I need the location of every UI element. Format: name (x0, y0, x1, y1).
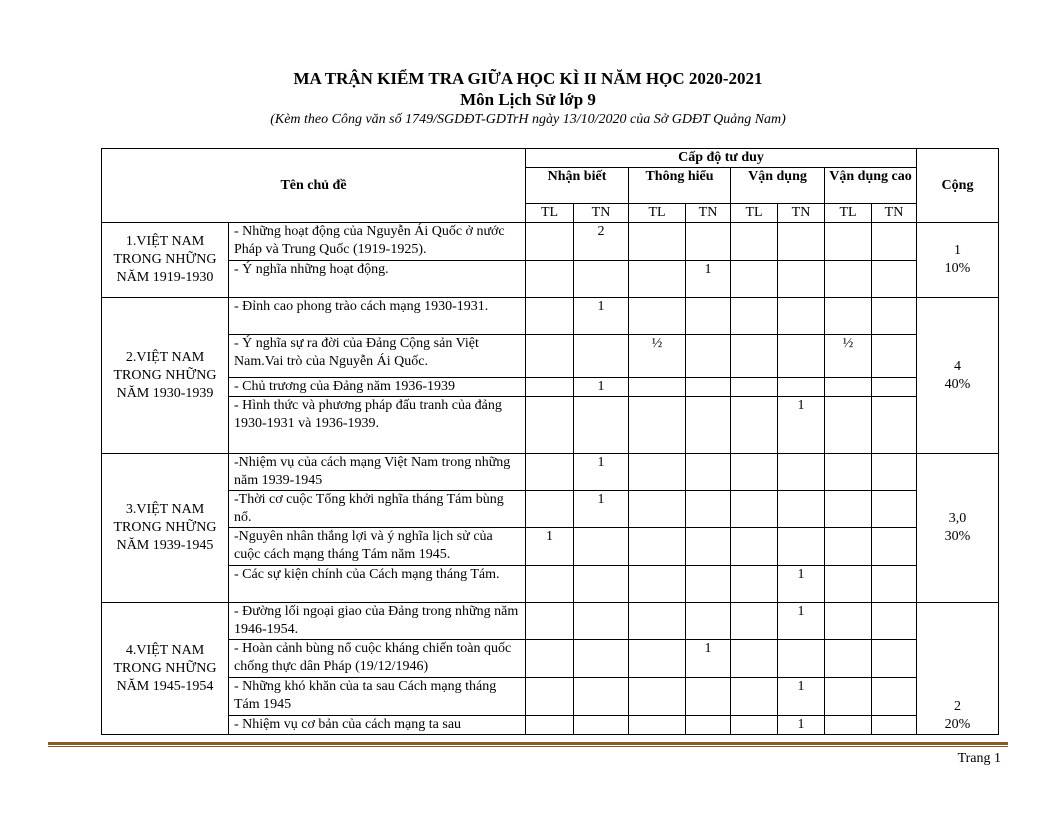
sub-header-tl: TL (526, 204, 574, 223)
table-row (102, 640, 999, 678)
value-cell (778, 528, 825, 566)
value-cell (825, 603, 872, 640)
value-cell: 1 (574, 491, 629, 528)
value-cell (686, 528, 731, 566)
level-understanding: Thông hiểu (629, 168, 731, 204)
content-cell: - Nhiệm vụ cơ bản của cách mạng ta sau (229, 716, 526, 735)
value-cell (731, 378, 778, 397)
value-cell (825, 397, 872, 454)
topic-cell: 3.VIỆT NAM TRONG NHỮNG NĂM 1939-1945 (102, 454, 229, 603)
table-row (102, 335, 999, 378)
value-cell (686, 603, 731, 640)
content-cell: -Thời cơ cuộc Tổng khởi nghĩa tháng Tám bùng nổ. (229, 491, 526, 528)
table-row (102, 491, 999, 528)
value-cell (629, 491, 686, 528)
value-cell (686, 223, 731, 261)
value-cell (574, 603, 629, 640)
total-count: 1 (954, 243, 961, 258)
value-cell (778, 223, 825, 261)
level-recognition: Nhận biết (526, 168, 629, 204)
value-cell (731, 640, 778, 678)
total-header: Cộng (917, 149, 999, 223)
table-row (102, 716, 999, 735)
value-cell (778, 335, 825, 378)
value-cell (778, 454, 825, 491)
official-note: (Kèm theo Công văn số 1749/SGDĐT-GDTrH ngày 13/10/2020 của Sở GDĐT Quảng Nam) (270, 112, 786, 127)
value-cell: 1 (778, 397, 825, 454)
value-cell (825, 491, 872, 528)
value-cell (629, 566, 686, 603)
value-cell (825, 716, 872, 735)
content-cell: - Những khó khăn của ta sau Cách mạng tháng Tám 1945 (229, 678, 526, 716)
value-cell: 1 (574, 298, 629, 335)
table-row (102, 298, 999, 335)
value-cell (872, 261, 917, 298)
value-cell (629, 378, 686, 397)
value-cell (731, 491, 778, 528)
table-row (102, 378, 999, 397)
total-count: 2 (954, 699, 961, 714)
total-percent: 40% (944, 376, 971, 392)
value-cell (731, 603, 778, 640)
value-cell (526, 716, 574, 735)
value-cell: 1 (778, 716, 825, 735)
value-cell (731, 528, 778, 566)
value-cell (629, 454, 686, 491)
value-cell (686, 378, 731, 397)
value-cell (629, 298, 686, 335)
value-cell (686, 335, 731, 378)
value-cell (686, 491, 731, 528)
content-cell: - Ý nghĩa sự ra đời của Đảng Cộng sản Việt Nam.Vai trò của Nguyễn Ái Quốc. (229, 335, 526, 378)
value-cell (526, 678, 574, 716)
content-cell: -Nguyên nhân thắng lợi và ý nghĩa lịch sử của cuộc cách mạng tháng Tám năm 1945. (229, 528, 526, 566)
value-cell (731, 678, 778, 716)
content-cell: - Đường lối ngoại giao của Đảng trong những năm 1946-1954. (229, 603, 526, 640)
value-cell (526, 397, 574, 454)
value-cell: 1 (778, 603, 825, 640)
value-cell (872, 528, 917, 566)
value-cell (872, 298, 917, 335)
total-cell (917, 454, 999, 603)
value-cell (731, 261, 778, 298)
value-cell (825, 528, 872, 566)
table-row (102, 566, 999, 603)
value-cell (526, 640, 574, 678)
value-cell (629, 640, 686, 678)
value-cell (574, 397, 629, 454)
value-cell (526, 223, 574, 261)
value-cell: 1 (574, 378, 629, 397)
footer-rule-thin (48, 746, 1008, 747)
value-cell (731, 298, 778, 335)
value-cell (526, 491, 574, 528)
value-cell (686, 716, 731, 735)
value-cell (731, 716, 778, 735)
value-cell (778, 491, 825, 528)
total-percent: 30% (944, 529, 971, 544)
total-cell (917, 298, 999, 454)
sub-header-tn: TN (778, 204, 825, 223)
value-cell: 1 (686, 261, 731, 298)
value-cell (825, 261, 872, 298)
value-cell (778, 261, 825, 298)
value-cell (629, 397, 686, 454)
value-cell: 1 (778, 678, 825, 716)
total-count: 4 (954, 358, 961, 374)
content-cell: - Hình thức và phương pháp đấu tranh của đảng 1930-1931 và 1936-1939. (229, 397, 526, 454)
sub-header-tn: TN (574, 204, 629, 223)
value-cell (574, 716, 629, 735)
total-cell (917, 223, 999, 298)
total-count: 3,0 (948, 511, 967, 526)
value-cell (778, 298, 825, 335)
value-cell (526, 261, 574, 298)
value-cell (629, 261, 686, 298)
content-cell: - Hoàn cảnh bùng nổ cuộc kháng chiến toàn quốc chống thực dân Pháp (19/12/1946) (229, 640, 526, 678)
value-cell (526, 335, 574, 378)
value-cell (872, 223, 917, 261)
page-number: Trang 1 (957, 751, 1001, 766)
value-cell (825, 640, 872, 678)
sub-header-tl: TL (731, 204, 778, 223)
value-cell: 1 (686, 640, 731, 678)
value-cell (574, 335, 629, 378)
value-cell: 1 (778, 566, 825, 603)
assessment-matrix-table (101, 148, 999, 735)
content-cell: -Nhiệm vụ của cách mạng Việt Nam trong những năm 1939-1945 (229, 454, 526, 491)
value-cell (574, 261, 629, 298)
value-cell (872, 397, 917, 454)
value-cell (686, 678, 731, 716)
total-percent: 10% (944, 261, 971, 276)
level-high-application: Vận dụng cao (825, 168, 917, 204)
table-row (102, 603, 999, 640)
value-cell (778, 640, 825, 678)
value-cell: 2 (574, 223, 629, 261)
value-cell (778, 378, 825, 397)
content-cell: - Các sự kiện chính của Cách mạng tháng Tám. (229, 566, 526, 603)
table-row (102, 397, 999, 454)
topic-cell: 4.VIỆT NAM TRONG NHỮNG NĂM 1945-1954 (102, 603, 229, 735)
value-cell (825, 223, 872, 261)
value-cell (872, 566, 917, 603)
content-cell: - Những hoạt động của Nguyễn Ái Quốc ở nước Pháp và Trung Quốc (1919-1925). (229, 223, 526, 261)
total-cell (917, 603, 999, 735)
value-cell (629, 603, 686, 640)
value-cell (825, 678, 872, 716)
value-cell (526, 298, 574, 335)
sub-header-tl: TL (825, 204, 872, 223)
sub-header-tn: TN (872, 204, 917, 223)
table-row (102, 678, 999, 716)
level-application: Vận dụng (731, 168, 825, 204)
value-cell (686, 566, 731, 603)
value-cell (686, 454, 731, 491)
value-cell (629, 223, 686, 261)
level-header: Cấp độ tư duy (526, 149, 917, 168)
value-cell: ½ (629, 335, 686, 378)
subject-title: Môn Lịch Sử lớp 9 (460, 90, 596, 109)
table-row (102, 454, 999, 491)
content-cell: - Chủ trương của Đảng năm 1936-1939 (229, 378, 526, 397)
value-cell (731, 223, 778, 261)
value-cell (872, 603, 917, 640)
value-cell: 1 (526, 528, 574, 566)
value-cell (686, 397, 731, 454)
sub-header-tn: TN (686, 204, 731, 223)
value-cell (872, 454, 917, 491)
value-cell (574, 566, 629, 603)
value-cell (629, 678, 686, 716)
content-cell: - Ý nghĩa những hoạt động. (229, 261, 526, 298)
content-cell: - Đỉnh cao phong trào cách mạng 1930-1931. (229, 298, 526, 335)
total-percent: 20% (944, 717, 971, 732)
value-cell (526, 378, 574, 397)
topic-header: Tên chủ đề (102, 149, 526, 223)
value-cell (872, 491, 917, 528)
matrix-body (102, 223, 999, 735)
value-cell (825, 378, 872, 397)
value-cell (629, 716, 686, 735)
document-title: MA TRẬN KIỂM TRA GIỮA HỌC KÌ II NĂM HỌC 2020-2021 (293, 69, 763, 88)
footer-rule (48, 742, 1008, 745)
value-cell (825, 454, 872, 491)
value-cell (526, 454, 574, 491)
value-cell (731, 335, 778, 378)
value-cell (686, 298, 731, 335)
value-cell (526, 566, 574, 603)
value-cell (872, 335, 917, 378)
value-cell (629, 528, 686, 566)
value-cell (872, 716, 917, 735)
value-cell (574, 528, 629, 566)
value-cell (574, 678, 629, 716)
value-cell (731, 397, 778, 454)
value-cell (731, 566, 778, 603)
table-row (102, 261, 999, 298)
value-cell: 1 (574, 454, 629, 491)
value-cell (872, 640, 917, 678)
topic-cell: 1.VIỆT NAM TRONG NHỮNG NĂM 1919-1930 (102, 223, 229, 298)
topic-cell: 2.VIỆT NAM TRONG NHỮNG NĂM 1930-1939 (102, 298, 229, 454)
sub-header-tl: TL (629, 204, 686, 223)
value-cell (574, 640, 629, 678)
value-cell (731, 454, 778, 491)
value-cell (825, 298, 872, 335)
table-row (102, 528, 999, 566)
value-cell (872, 378, 917, 397)
value-cell: ½ (825, 335, 872, 378)
value-cell (872, 678, 917, 716)
value-cell (526, 603, 574, 640)
table-row (102, 223, 999, 261)
value-cell (825, 566, 872, 603)
